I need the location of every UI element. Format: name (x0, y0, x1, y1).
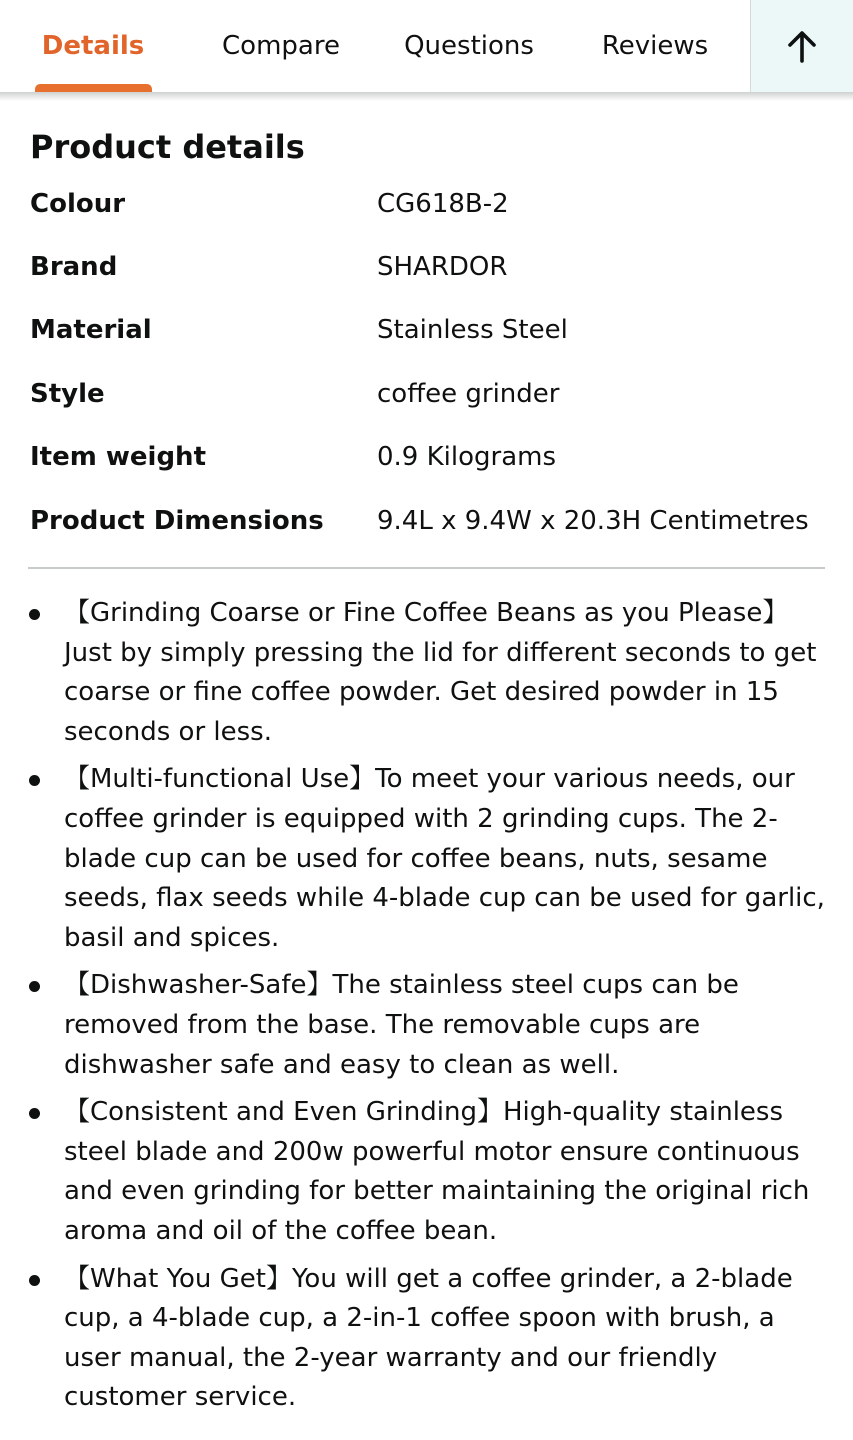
spec-label: Item weight (30, 442, 206, 472)
spec-value: 0.9 Kilograms (377, 442, 557, 472)
spec-row-material (0, 315, 853, 355)
spec-value: coffee grinder (377, 379, 560, 409)
bullet-text: 【Consistent and Even Grinding】High-quality stainless steel blade and 200w powerful motor ensure continuous and even grinding for better maintaining the original rich aroma and oil of the coffee bean. (64, 1097, 810, 1246)
spec-value: CG618B-2 (377, 189, 509, 219)
spec-label: Style (30, 379, 105, 409)
tab-reviews[interactable]: Reviews (601, 31, 709, 61)
tab-details[interactable]: Details (41, 31, 145, 61)
bullet-text: 【Grinding Coarse or Fine Coffee Beans as you Please】Just by simply pressing the lid for different seconds to get coarse or fine coffee powder. Get desired powder in 15 seconds or less. (64, 598, 817, 747)
spec-label: Colour (30, 189, 126, 219)
tab-bar-shadow (0, 92, 853, 101)
bullet-icon (29, 1108, 40, 1119)
scroll-to-top-button[interactable] (750, 0, 853, 92)
bullet-icon (29, 981, 40, 992)
divider (28, 567, 825, 569)
spec-label: Product Dimensions (30, 506, 324, 536)
spec-label: Material (30, 315, 152, 345)
bullet-text: 【Dishwasher-Safe】The stainless steel cups can be removed from the base. The removable cups are dishwasher safe and easy to clean as well. (64, 970, 739, 1080)
spec-value: 9.4L x 9.4W x 20.3H Centimetres (377, 506, 809, 536)
feature-bullet-list (0, 594, 853, 1426)
list-item (0, 1093, 853, 1251)
section-title: Product details (30, 128, 305, 166)
spec-row-colour (0, 189, 853, 229)
list-item (0, 1260, 853, 1418)
spec-row-product-dimensions (0, 506, 853, 546)
spec-value: SHARDOR (377, 252, 508, 282)
bullet-text: 【What You Get】You will get a coffee grinder, a 2-blade cup, a 4-blade cup, a 2-in-1 coffee spoon with brush, a user manual, the 2-year warranty and our friendly customer service. (64, 1263, 793, 1413)
bullet-icon (29, 775, 40, 786)
spec-row-item-weight (0, 442, 853, 482)
spec-row-brand (0, 252, 853, 292)
spec-label: Brand (30, 252, 118, 282)
tab-compare[interactable]: Compare (222, 31, 340, 61)
tab-questions[interactable]: Questions (404, 31, 534, 61)
list-item (0, 594, 853, 752)
list-item (0, 760, 853, 958)
bullet-text: 【Multi-functional Use】To meet your various needs, our coffee grinder is equipped with 2 grinding cups. The 2-blade cup can be used for coffee beans, nuts, sesame seeds, flax seeds while 4-blade cup can be used for garlic, basil and spices. (64, 764, 825, 953)
bullet-icon (29, 609, 40, 620)
arrow-up-icon (787, 29, 817, 63)
tab-bar (0, 0, 853, 92)
list-item (0, 966, 853, 1085)
spec-value: Stainless Steel (377, 315, 568, 345)
bullet-icon (29, 1275, 40, 1286)
active-tab-indicator (35, 84, 152, 92)
spec-row-style (0, 379, 853, 419)
